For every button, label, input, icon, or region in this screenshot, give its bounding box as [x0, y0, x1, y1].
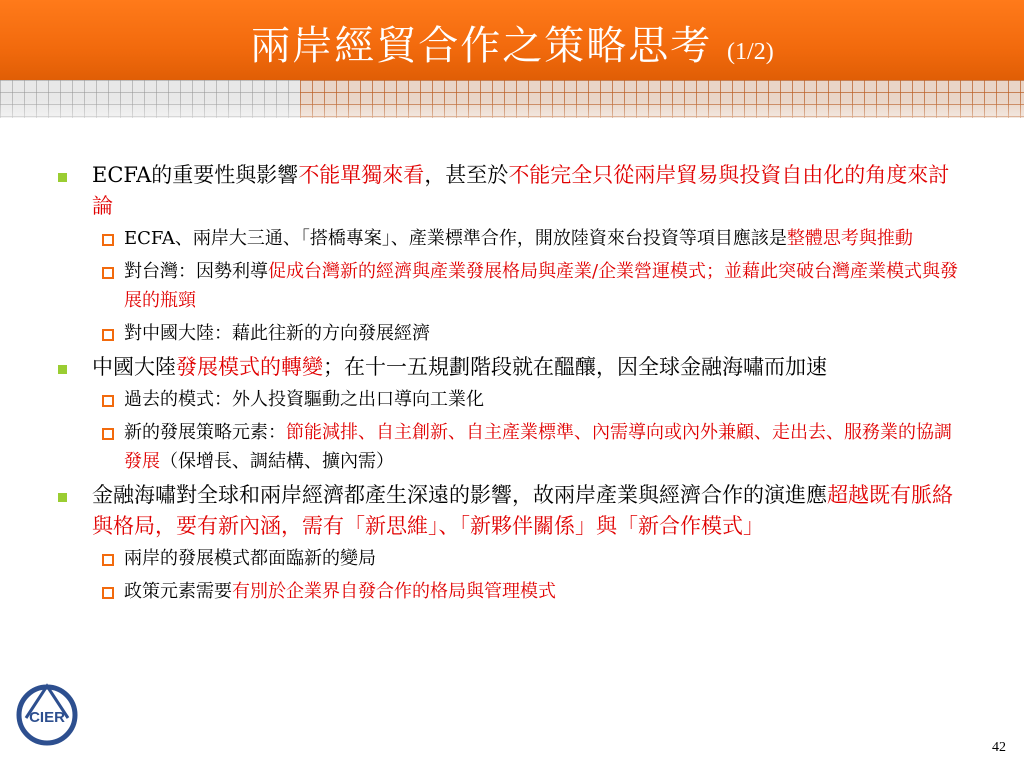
hollow-square-bullet-icon — [102, 395, 114, 407]
body-text: 金融海嘯對全球和兩岸經濟都產生深遠的影響，故兩岸產業與經濟合作的演進應 — [92, 483, 827, 507]
body-text: 新的發展策略元素： — [124, 422, 286, 443]
cier-logo — [14, 678, 80, 748]
body-text: ECFA、兩岸大三通、「搭橋專案」、產業標準合作，開放陸資來台投資等項目應該是 — [124, 228, 787, 249]
square-bullet-icon — [58, 365, 67, 374]
cier-logo-text: CIER — [29, 709, 65, 726]
bullet-item — [58, 352, 968, 383]
body-text: ECFA的重要性與影響 — [92, 163, 299, 187]
body-text: 過去的模式：外人投資驅動之出口導向工業化 — [124, 389, 484, 410]
emphasis-text: 不能完全只從兩岸貿易與投資自由化的角度來討論 — [92, 163, 950, 218]
slide-title-main: 兩岸經貿合作之策略思考 — [250, 23, 713, 69]
hollow-square-bullet-icon — [102, 267, 114, 279]
sub-bullet-item — [102, 319, 968, 348]
sub-bullet-item — [102, 224, 968, 253]
square-bullet-icon — [58, 493, 67, 502]
square-bullet-icon — [58, 173, 67, 182]
body-text: 政策元素需要 — [124, 581, 232, 602]
hollow-square-bullet-icon — [102, 428, 114, 440]
slide-body — [58, 160, 968, 610]
header-fade — [0, 100, 1024, 140]
hollow-square-bullet-icon — [102, 329, 114, 341]
body-text: 對台灣：因勢利導 — [124, 261, 268, 282]
page-number: 42 — [992, 740, 1006, 755]
emphasis-text: 整體思考與推動 — [786, 228, 913, 249]
body-text: 中國大陸 — [92, 355, 176, 379]
body-text: ，甚至於 — [424, 163, 509, 187]
sub-bullet-item — [102, 418, 968, 476]
bullet-item — [58, 160, 968, 222]
emphasis-text: 不能單獨來看 — [298, 163, 425, 187]
hollow-square-bullet-icon — [102, 587, 114, 599]
slide-header — [0, 0, 1024, 140]
body-text: （保增長、調結構、擴內需） — [160, 451, 394, 472]
hollow-square-bullet-icon — [102, 554, 114, 566]
bullet-item — [58, 480, 968, 542]
emphasis-text: 促成台灣新的經濟與產業發展格局與產業/企業營運模式；並藉此突破台灣產業模式與發展的瓶頸 — [124, 261, 959, 311]
sub-bullet-item — [102, 544, 968, 573]
emphasis-text: 節能減排、自主創新、自主產業標準、內需導向或內外兼顧、走出去、服務業的協調發展 — [124, 422, 952, 472]
sub-bullet-item — [102, 257, 968, 315]
body-text: 對中國大陸：藉此往新的方向發展經濟 — [124, 323, 430, 344]
body-text: 兩岸的發展模式都面臨新的變局 — [124, 548, 376, 569]
emphasis-text: 發展模式的轉變 — [176, 355, 323, 379]
emphasis-text: 有別於企業界自發合作的格局與管理模式 — [232, 581, 556, 602]
sub-bullet-item — [102, 577, 968, 606]
slide-title-suffix: (1/2) — [727, 39, 774, 65]
body-text: ；在十一五規劃階段就在醞釀，因全球金融海嘯而加速 — [323, 355, 827, 379]
sub-bullet-item — [102, 385, 968, 414]
emphasis-text: 超越既有脈絡與格局，要有新內涵，需有「新思維」、「新夥伴關係」與「新合作模式」 — [92, 483, 953, 538]
hollow-square-bullet-icon — [102, 234, 114, 246]
slide-title — [0, 14, 1024, 71]
